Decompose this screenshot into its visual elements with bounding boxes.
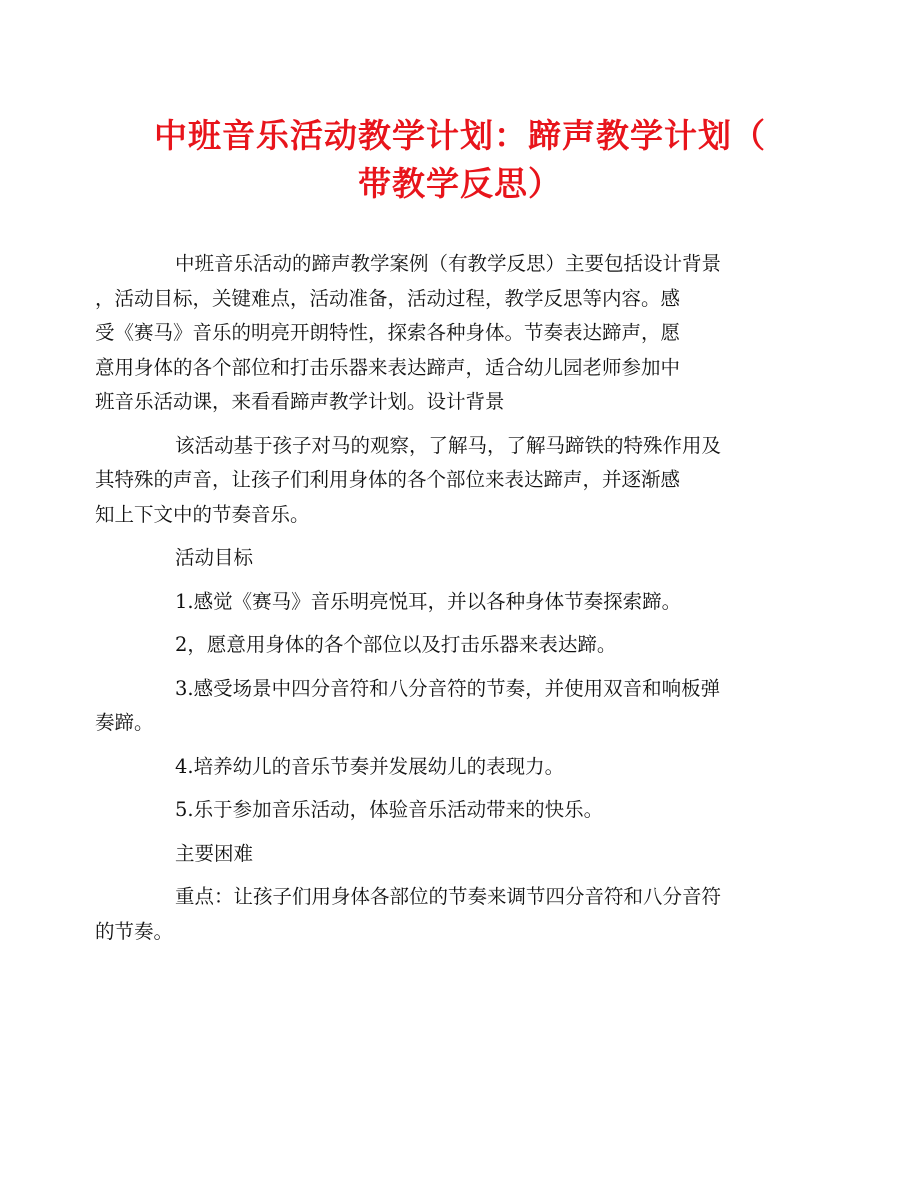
paragraph-line: 受《赛马》音乐的明亮开朗特性，探索各种身体。节奏表达蹄声，愿 [95,321,681,344]
paragraph [95,429,780,533]
paragraph [135,750,780,785]
document-title [130,112,790,208]
paragraph-line: 2，愿意用身体的各个部位以及打击乐器来表达蹄。 [175,633,617,656]
paragraph-line: 其特殊的声音，让孩子们利用身体的各个部位来表达蹄声，并逐渐感 [95,468,681,491]
paragraph [135,585,780,620]
paragraph [135,628,780,663]
paragraph-line: 意用身体的各个部位和打击乐器来表达蹄声，适合幼儿园老师参加中 [95,355,681,379]
paragraph-line: 4.培养幼儿的音乐节奏并发展幼儿的表现力。 [175,754,565,778]
paragraph-line: ，活动目标，关键难点，活动准备，活动过程，教学反思等内容。感 [95,286,681,310]
paragraph-line: 重点：让孩子们用身体各部位的节奏来调节四分音符和八分音符 [175,885,722,908]
paragraph-line: 中班音乐活动的蹄声教学案例（有教学反思）主要包括设计背景 [175,252,722,275]
paragraph [135,541,780,576]
paragraph [135,793,780,828]
paragraph-line: 班音乐活动课，来看看蹄声教学计划。设计背景 [95,390,505,413]
paragraph-line: 知上下文中的节奏音乐。 [95,502,310,526]
paragraph-line: 活动目标 [175,546,254,569]
paragraph [95,247,780,420]
paragraph-line: 5.乐于参加音乐活动，体验音乐活动带来的快乐。 [175,798,604,821]
paragraph-line: 主要困难 [175,841,254,865]
paragraph [95,880,780,949]
paragraph [135,837,780,872]
title-line-2: 带教学反思） [358,164,562,203]
paragraph-line: 该活动基于孩子对马的观察，了解马，了解马蹄铁的特殊作用及 [175,433,722,457]
paragraph-line: 1.感觉《赛马》音乐明亮悦耳，并以各种身体节奏探索蹄。 [175,589,682,613]
paragraph [95,672,780,741]
paragraph-line: 奏蹄。 [95,711,154,734]
title-line-1: 中班音乐活动教学计划：蹄声教学计划（ [154,116,766,155]
paragraph-line: 3.感受场景中四分音符和八分音符的节奏，并使用双音和响板弹 [175,676,721,700]
document-body [95,247,780,958]
paragraph-line: 的节奏。 [95,919,174,943]
